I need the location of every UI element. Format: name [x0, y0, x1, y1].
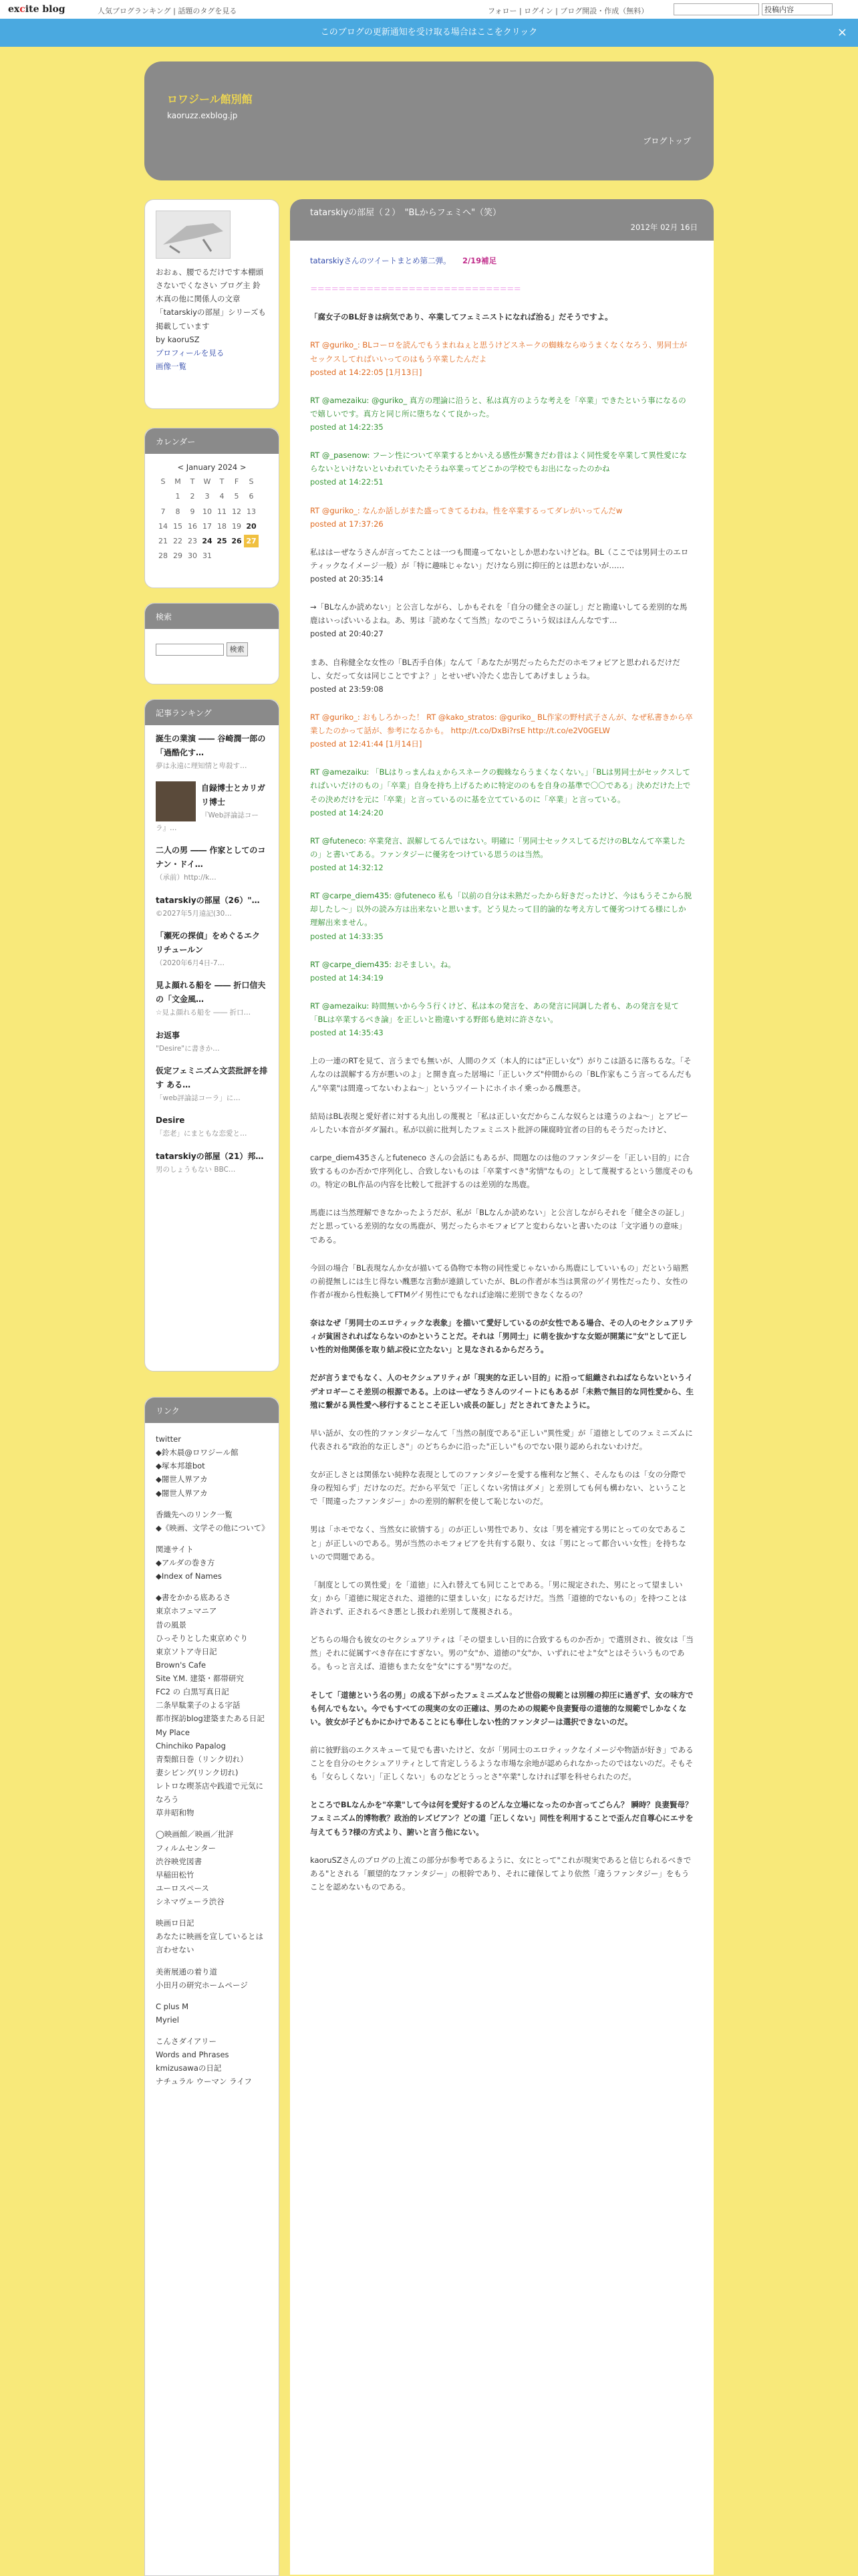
calendar-day[interactable]: 30 [188, 551, 197, 561]
post-article [290, 199, 714, 2575]
ranking-item[interactable] [156, 1029, 268, 1055]
calendar-box [144, 428, 279, 588]
sidebar-link[interactable]: 渋谷映党図書 [156, 1856, 202, 1866]
sidebar-link[interactable]: 妻シビング(リンク切れ) [156, 1767, 239, 1777]
profile-text: おおぁ、腰でるだけです本棚頭さないでくなさい ブログ主 鈴木真の他に関係人の文章「tatarskiyの部屋」シリーズも掲載しています [156, 267, 266, 331]
sidebar-link[interactable]: ◆アルダの巻き方 [156, 1558, 215, 1567]
body-paragraph: そして「道徳という名の男」の成る下がったフェミニズムなど世俗の規範とは別種の抑圧に過ぎず、女の味方でも何んでもない。今でもすべての現実の女の正確は、男のための規範や良妻賢母の道徳的な規範でしかなくない。彼女が子どもかにかけであることにも奉仕しない性的ファンタジーは選択できないのだ。 [310, 1690, 694, 1726]
sidebar-link[interactable]: 香織先へのリンク一覧 [156, 1509, 233, 1519]
top-nav-links[interactable]: 人気ブログランキング | 話題のタグを見る [98, 7, 237, 15]
sidebar-link[interactable]: フィルムセンター [156, 1843, 217, 1853]
ranking-item[interactable] [156, 1064, 268, 1104]
ranking-item[interactable] [156, 844, 268, 884]
sidebar-link[interactable]: Chinchiko Papalog [156, 1741, 226, 1751]
intro-text: tatarskiyさんのツイートまとめ第二弾。 [310, 256, 447, 265]
tweet-timestamp[interactable]: posted at 20:40:27 [310, 629, 384, 639]
ranking-item[interactable] [156, 979, 268, 1019]
links-heading: リンク [145, 1398, 279, 1423]
chair-icon [156, 211, 230, 258]
tweet-text: RT @amezaiku: @guriko_ 真方の理論に沿うと、私は真方のような考えを「卒業」できたという事になるので嬉しいです。真方と同じ所に堕ちなくて良かった。 [310, 395, 686, 418]
user-links[interactable]: フォロー | ログイン | ブログ開設・作成（無料） [488, 7, 649, 15]
sidebar-link[interactable]: ユーロスペース [156, 1883, 209, 1893]
tweet-timestamp[interactable]: posted at 14:22:51 [310, 477, 384, 487]
tweet-timestamp[interactable]: posted at 14:33:35 [310, 931, 384, 941]
sidebar-search-input[interactable] [156, 644, 224, 656]
ranking-item[interactable] [156, 781, 268, 834]
calendar-day[interactable]: 10 [202, 507, 212, 516]
blog-header [144, 61, 714, 180]
ranking-list [145, 725, 279, 1192]
body-paragraph: 結局はBL表現と愛好者に対する丸出しの蔑視と「私は正しい女だからこんな奴らとは違うのよね～」とアピールしたい本音がダダ漏れ。私が以前に批判したフェミニスト批評の陳腐時宜者の目的もそうだったけど、 [310, 1111, 688, 1134]
calendar-weekday: T [190, 477, 195, 487]
tweet-text: RT @amezaiku: 時間無いから今５行くけど、私は本の発言を、あの発言に同調した者も、あの発言を見て「BLは卒業するべき論」を正しいと勘違いする野郎も絶対に許さない。 [310, 1001, 680, 1024]
sidebar-link[interactable]: 青梨館日巻（リンク切れ） [156, 1754, 248, 1764]
sidebar-link[interactable]: ◆Index of Names [156, 1571, 222, 1581]
body-paragraph: だが言うまでもなく、人のセクシュアリティが「現実的な正しい目的」に沿って組織されねばならないというイデオロギーこそ差別の根源である。上のはーぜなうさんのツイートにもあるが「未熟で無目的な同性愛から、生殖に繋がる異性愛へ移行することこそ正しい成長の証し」だとされてきたように。 [310, 1373, 694, 1410]
notification-text[interactable]: このブログの更新通知を受け取る場合はここをクリック [320, 27, 538, 37]
tweet-text: 私ははーぜなうさんが言ってたことは一つも間違ってないとしか思わないけどね。BL（ここでは男同士のエロティックなイメージ一般）が「特に趣味じゃない」だけなら別に抑圧的とは思わないが…… [310, 547, 689, 570]
sidebar-link[interactable]: こんさダイアリー [156, 2037, 217, 2046]
calendar-day[interactable]: 13 [247, 507, 256, 516]
body-paragraph: kaoruSZさんのブログの上流この部分が参考であるように、女にとって"これが現実であると信じられるべきである"とされる「願望的なファンタジー」の根幹であり、それに確保してより依然「違うファンタジー」をもうことを認めないものである。 [310, 1855, 692, 1892]
calendar-day[interactable]: 4 [219, 492, 225, 501]
blog-title[interactable]: ロワジール館別館 [167, 93, 253, 106]
sidebar-link[interactable]: ◆鈴木晨@ロワジール館 [156, 1448, 239, 1458]
calendar-weekday: S [249, 477, 254, 487]
profile-box [144, 199, 279, 409]
tweet-timestamp[interactable]: posted at 14:24:20 [310, 807, 384, 817]
top-bar [0, 0, 858, 19]
intro-note: 2/19補足 [462, 256, 497, 265]
ranking-item[interactable] [156, 929, 268, 969]
blog-top-link[interactable]: ブログトップ [643, 136, 691, 146]
sidebar-link[interactable]: C plus M [156, 2001, 189, 2011]
sidebar-link-spacer [156, 1992, 268, 2000]
ranking-item-title[interactable]: 見よ顔れる船を ―― 折口信夫の「文金風… [156, 981, 266, 1005]
ranking-item-excerpt: （2020年6月4日-7… [156, 958, 225, 967]
sidebar-link[interactable]: ◯映画館／映画／批評 [156, 1829, 234, 1839]
sidebar-link[interactable]: あなたに映画を宣しているとは言わせない [156, 1932, 263, 1955]
sidebar-link[interactable]: My Place [156, 1727, 190, 1737]
tweet-timestamp[interactable]: posted at 14:22:35 [310, 422, 384, 432]
sidebar-link[interactable]: 二条早駄業子のよる字話 [156, 1700, 241, 1710]
sidebar-link[interactable]: Site Y.M. 建築・都帯研究 [156, 1674, 244, 1683]
sidebar-link-spacer [156, 1583, 268, 1591]
ranking-item[interactable] [156, 894, 268, 920]
ranking-item-title[interactable]: 誕生の業演 ―― 谷崎潤一郎の「過酷化す… [156, 734, 266, 757]
calendar-heading: カレンダー [145, 428, 279, 454]
calendar-day[interactable]: 31 [202, 551, 212, 561]
calendar-day[interactable]: 18 [217, 521, 227, 531]
tweet-timestamp[interactable]: posted at 14:35:43 [310, 1028, 384, 1038]
calendar-day[interactable]: 2 [190, 492, 195, 501]
sidebar-link[interactable]: 東京ホフェマニア [156, 1606, 217, 1616]
sidebar-search-button[interactable]: 検索 [227, 642, 248, 656]
body-paragraph: 前に彼野翁のエクスキューて見でも書いたけど、女が「男同士のエロティックなイメージや物語が好き」であることを自分のセクシュアリティとして肯定しうるような市場な余地が認められなかったのではないのだ。そもそも「女らしくない」「正しくない」ものなどとうっとさ"卒業"しなければ罪を科せられたのだ。 [310, 1745, 694, 1782]
ranking-heading: 記事ランキング [145, 700, 279, 725]
sidebar-link[interactable]: シネマヴェーラ渋谷 [156, 1897, 225, 1906]
sidebar-link[interactable]: ◆闇世人界アカ [156, 1474, 208, 1485]
post-title[interactable]: tatarskiyの部屋（２） "BLからフェミへ"（笑） [290, 199, 714, 227]
search-heading: 検索 [145, 604, 279, 629]
sidebar-link[interactable]: レトロな喫茶店や践道で元気になろう [156, 1781, 263, 1805]
sidebar-link[interactable]: Brown's Cafe [156, 1660, 206, 1670]
calendar-day [244, 549, 259, 562]
body-paragraph: 馬鹿には当然理解できなかったようだが、私が「BLなんか読めない」と公言しながらそれを「健全さの証し」だと思っている差別的な女の馬鹿が、男だったらホモフォビアと変わらないと書いたのは「文字通りの意味」である。 [310, 1208, 689, 1245]
calendar-day [156, 490, 170, 503]
calendar-day[interactable]: 8 [175, 507, 180, 516]
sidebar-link[interactable]: 草井昭和物 [156, 1808, 194, 1818]
calendar-day [229, 549, 244, 562]
ranking-box [144, 699, 279, 1372]
calendar-day[interactable]: 1 [175, 492, 180, 501]
sidebar-link[interactable]: 早稲田松竹 [156, 1870, 194, 1880]
body-paragraph: 上の一連のRTを見て、言うまでも無いが、人間のクズ（本人的には"正しい女"）がりこは語るに落ちるな。「そんなのは誤解する方が悪いのよ」と開き直った居場に「正しいクズ"仲間からの「BL作家もこう言ってるんだもん"卒業"は間違ってないわよね～」というツイートにホイホイ乗っかる醜悪さ。 [310, 1056, 692, 1093]
sidebar-link[interactable]: 美術展通の着り道 [156, 1966, 217, 1976]
calendar-day[interactable]: 14 [158, 521, 168, 531]
tweet-timestamp[interactable]: posted at 14:32:12 [310, 863, 384, 872]
body-paragraph: 今回の場合「BL表現なんか女が描いてる偽物で本物の同性愛じゃないから馬鹿にしていいもの」だという暗黙の前提無しには生じ得ない醜悪な言動が連鎖していたが、BLの作者が本当は異常のゲイ男性だったり、女性の作者が複から性転換してFTMゲイ男性にでもなれば途端に差別できなくなるの？ [310, 1263, 689, 1299]
tweet-text: RT @futeneco: 卒業発言、誤解してるんではない。明確に「男同士セックスしてるだけのBLなんて卒業したの」と書いてある。ファンタジーに優劣をつけている思うのは当然。 [310, 835, 686, 859]
ranking-item-title[interactable]: 二人の男 ―― 作家としてのコナン・ドイ… [156, 846, 266, 870]
tweet-text: →「BLなんか読めない」と公言しながら、しかもそれを「自分の健全さの証し」だと勘違いしてる差別的な馬鹿はいっぱいいるよね。あ、男は「読めなくて当然」なのでこういう奴はほんんなです… [310, 602, 688, 626]
sidebar-link[interactable]: kmizusawaの日記 [156, 2063, 222, 2073]
calendar-day[interactable]: 17 [202, 521, 212, 531]
search-input[interactable] [674, 3, 759, 15]
calendar-day[interactable]: 27 [244, 535, 259, 547]
sidebar-link[interactable]: 関連サイト [156, 1544, 194, 1554]
body-paragraph: どちらの場合も彼女のセクシュアリティは「その望ましい目的に合致するものか否か」で選別され、彼女は「当然」それに従属すべき存在にすぎない。男の"女"か、道徳の"女"か、いずれにせよ"女"とはそういうものである。もっと言えば、道徳もまた女を"女"にする"男"なのだ。 [310, 1635, 694, 1672]
ranking-item-excerpt: 「web評論誌コーラ」に… [156, 1094, 241, 1102]
ranking-item-excerpt: 「恋老」にまともな恋愛と… [156, 1130, 247, 1138]
calendar-day[interactable]: 22 [173, 537, 182, 546]
post-headline: 「腐女子のBL好きは病気であり、卒業してフェミニストになれば治る」だそうですよ。 [310, 312, 613, 322]
ranking-item-title[interactable]: Desire [156, 1116, 185, 1126]
sidebar-link-spacer [156, 1819, 268, 1827]
tweet-timestamp[interactable]: posted at 12:41:44 [1月14日] [310, 739, 422, 749]
body-paragraph: 早い話が、女の性的ファンタジーなんて「当然の制度である"正しい"異性愛」が「道徳としてのフェミニズムに代表される"政治的な正しさ"」のどちらかに沿った"正しい"ものでない限り認められないわけだ。 [310, 1428, 693, 1451]
calendar-day[interactable]: 16 [188, 521, 197, 531]
sidebar-link[interactable]: FC2 の 白黒写真日記 [156, 1687, 229, 1697]
ranking-item[interactable] [156, 1114, 268, 1140]
sidebar-link-spacer [156, 2027, 268, 2035]
calendar-day[interactable]: 21 [158, 537, 168, 546]
ranking-item-excerpt: 男のしょうもない BBC… [156, 1165, 236, 1174]
calendar-day[interactable]: 15 [173, 521, 182, 531]
sidebar-link[interactable]: 都市探訪blog建築またある日記 [156, 1714, 265, 1724]
tweet-timestamp[interactable]: posted at 17:37:26 [310, 519, 384, 529]
sidebar-link[interactable]: ◆《映画、文学その他について》 [156, 1523, 269, 1533]
ranking-item-title[interactable]: お返事 [156, 1030, 180, 1040]
image-list-link[interactable]: 画像一覧 [156, 361, 186, 371]
calendar-weekday: T [219, 477, 225, 487]
tweet-timestamp[interactable]: posted at 14:34:19 [310, 973, 384, 983]
calendar-day[interactable]: 9 [190, 507, 195, 516]
calendar-day[interactable]: 20 [246, 521, 257, 531]
tweet-text: RT @carpe_diem435: おそましい。ね。 [310, 959, 456, 969]
sidebar-link[interactable]: ◆書をかかる底あるさ [156, 1593, 231, 1603]
profile-link[interactable]: プロフィールを見る [156, 348, 225, 358]
body-paragraph: 女が正しさとは関係ない純粋な表現としてのファンタジーを愛する権利など無く、そんなものは「女の分際で身の程知らず」だけなのだ。だから平気で「正しくない劣情はダメ」と差別しても何も構わない、ということで「間違ったファンタジー」かの差別的解釈を使して恥じないのだ。 [310, 1470, 687, 1507]
ranking-item-title[interactable]: 仮定フェミニズム文芸批評を排す ある… [156, 1066, 268, 1089]
sidebar-link[interactable]: Words and Phrases [156, 2050, 229, 2060]
calendar-day[interactable]: 19 [232, 521, 241, 531]
blog-url: kaoruzz.exblog.jp [167, 111, 238, 120]
calendar-weekday: S [160, 477, 166, 487]
calendar-day[interactable]: 23 [188, 537, 197, 546]
tweet-text: RT @guriko_: おもしろかった！ RT @kako_stratos: @guriko_ BL作家の野村武子さんが、なぜ私書きから卒業したのかって話が、参考になるかも。 http://t.co/DxBi?rsE http://t.co/e2V0GELW [310, 712, 693, 735]
calendar-day[interactable]: 6 [249, 492, 254, 501]
calendar-weekday: M [174, 477, 181, 487]
tweet-text: RT @guriko_: BLコーロを読んでもうまれねぇと思うけどスネークの蜘蛛ならゆうまくなくなろう、男同士がセックスしてればいいってのはもう卒業したんだよ [310, 340, 688, 364]
ranking-item-excerpt: ©2027年5月遠記(30… [156, 909, 232, 918]
ranking-item-title[interactable]: 自録博士とカリガリ博士 [201, 783, 265, 807]
ranking-thumbnail[interactable] [156, 781, 196, 821]
sidebar-link[interactable]: ナチュラル ウーマン ライフ [156, 2077, 252, 2087]
body-paragraph: 奈はなぜ「男同士のエロティックな表象」を描いて愛好しているのが女性である場合、その人のセクシュアリティが貧困されればならないのかということだ。それは「男同士」に萌を抜かすな女姫が開葉に"女"として正しい性的対他関係を取り結ぶ役に立たない」と見なされるからだろう。 [310, 1318, 694, 1355]
ranking-item-title[interactable]: tatarskiyの部屋（21）邦… [156, 1151, 264, 1161]
calendar-weekday: W [203, 477, 211, 487]
ranking-item-title[interactable]: tatarskiyの部屋（26）"… [156, 895, 260, 905]
calendar-day[interactable]: 28 [158, 551, 168, 561]
body-paragraph: 「制度としての異性愛」を「道徳」に入れ替えても同じことである。「男に規定された、男にとって望ましい女」から「道徳に規定された、道徳的に望ましい女」になるだけだ。当然「道徳的でないもの」を持つことは許されず、正されるべき悪とし扱われ差別して蔑視される。 [310, 1579, 687, 1616]
tweet-text: RT @carpe_diem435: @futeneco 私も「以前の自分は未熟だったから好きだったけど、今はもうそこから脱却したし～」以外の読み方は出来ないと思います。どう見たって目的論的な考え方して優劣つけてる様にしか理解出来ません。 [310, 891, 692, 928]
tweet-timestamp[interactable]: posted at 14:22:05 [1月13日] [310, 367, 422, 377]
calendar-day [214, 549, 229, 562]
tweet-text: RT @guriko_: なんか話しがまた盛ってきてるわね。性を卒業するってダレがいってんだw [310, 505, 623, 515]
ranking-item-excerpt: 『Web評論誌コーラ』… [156, 811, 259, 832]
ranking-item-excerpt: ☆見よ顔れる船を ―― 折口… [156, 1009, 251, 1017]
sidebar-link-spacer [156, 1957, 268, 1965]
notification-bar[interactable] [0, 19, 858, 47]
calendar-day[interactable]: 24 [202, 537, 212, 546]
body-paragraph: ところでBLなんかを"卒業"して今は何を愛好するのどんな立場になったのか言ってごらん？ 瞬時？良妻賢母？フェミニズム的博物教？政治的レズビアン？どの道「正しくない」同性を利用することで歪んだ自尊心にエサを与えてもう?様の方式より、腑いと言う他にない。 [310, 1800, 694, 1837]
close-icon[interactable]: × [837, 25, 847, 39]
sidebar-link-spacer [156, 1908, 268, 1916]
calendar-day[interactable]: 29 [173, 551, 182, 561]
tweet-timestamp[interactable]: posted at 23:59:08 [310, 684, 384, 694]
tweet-text: まあ、自称健全な女性の「BL否手自体」なんて「あなたが男だったらただのホモフォビアと思われるだけだし、女だって女は同じことですよ？」とせいぜい冷たく忠告してあげましょうね。 [310, 657, 680, 680]
sidebar-link[interactable]: twitter [156, 1434, 181, 1444]
calendar-day[interactable]: 5 [234, 492, 239, 501]
sidebar-link[interactable]: Myriel [156, 2015, 179, 2025]
calendar-day[interactable]: 3 [204, 492, 210, 501]
tweet-timestamp[interactable]: posted at 20:35:14 [310, 574, 384, 584]
post-body [290, 241, 714, 1922]
divider: ＝＝＝＝＝＝＝＝＝＝＝＝＝＝＝＝＝＝＝＝＝＝＝＝＝＝＝＝＝＝ [310, 284, 521, 294]
post-date: 2012年 02月 16日 [630, 223, 698, 232]
ranking-item-excerpt: （承前）http://k… [156, 874, 217, 882]
ranking-item-excerpt: "Desire"に書きか… [156, 1044, 220, 1053]
ranking-item-title[interactable]: 「瀬死の探偵」をめぐるエクリチュールン [156, 930, 261, 954]
sidebar-link[interactable]: 小田月の研究ホームページ [156, 1980, 248, 1990]
sidebar-link-spacer [156, 1535, 268, 1543]
calendar-day[interactable]: 26 [231, 537, 242, 546]
calendar-weekday: F [234, 477, 239, 487]
profile-image [156, 211, 231, 259]
calendar-nav[interactable]: < January 2024 > [177, 463, 247, 472]
sidebar-link[interactable]: 東京ソトア寺日記 [156, 1646, 217, 1656]
search-box [144, 603, 279, 684]
sidebar-link[interactable]: 昔の風景 [156, 1620, 186, 1630]
ranking-item[interactable] [156, 1150, 268, 1176]
sidebar-link[interactable]: ひっそりとした東京めぐり [156, 1633, 248, 1643]
calendar-day[interactable]: 12 [232, 507, 241, 516]
excite-blog-logo[interactable]: excite blog [8, 4, 65, 15]
links-box [144, 1397, 279, 2576]
search-type-select[interactable]: 投稿内容 [762, 3, 833, 15]
links-list [145, 1423, 279, 2095]
sidebar-link[interactable]: 映画ロ日記 [156, 1918, 194, 1928]
body-paragraph: 男は「ホモでなく、当然女に欲情する」のが正しい男性であり、女は「男を補完する男にとっての女であること」が正しいのである。男が当然のホモフォビアを共有する限り、女は「男にとって都合いい女性」を持ちないので問題である。 [310, 1525, 687, 1561]
body-paragraph: carpe_diem435さんとfuteneco さんの会話にもあるが、問題なのは他のファンタジーを「正しい目的」に合致するものか否かで序列化し、合致しないものは「卒業すべき"劣情"なもの」として蔑視するという態度そのもの。特定のBL作品の内容を比較して批評するのは差別的な馬鹿。 [310, 1152, 694, 1190]
calendar-day[interactable]: 7 [160, 507, 166, 516]
sidebar-link[interactable]: ◆闇世人界アカ [156, 1488, 208, 1498]
profile-by: by kaoruSZ [156, 334, 200, 344]
calendar-day[interactable]: 11 [217, 507, 227, 516]
ranking-item-excerpt: 夢は永遠に理知情と卑殺す… [156, 762, 247, 770]
tweet-text: RT @_pasenow: フーン性について卒業するとかいえる感性が驚きだわ昔はよく同性愛を卒業して異性愛にならないといけないといわれていたそうね卒業ってどこかの学校でもお出になったのかね [310, 450, 687, 474]
tweet-text: RT @amezaiku: 「BLはりっまんねぇからスネークの蜘蛛ならうまくなくない。」「BLは男同士がセックスしてればいいだけのもの」「卒業」自身を持ち上げるために特定ののもを自身の基準で〇〇である」決めだけた上でその決めだけを元に「卒業」と言っているのに基を立てているのに「卒業」と言っている。 [310, 767, 691, 804]
calendar-day[interactable]: 25 [217, 537, 227, 546]
calendar-grid [156, 475, 268, 563]
ranking-item[interactable] [156, 732, 268, 772]
sidebar-link-spacer [156, 1500, 268, 1508]
sidebar-link[interactable]: ◆塚本邦雄bot [156, 1461, 205, 1471]
